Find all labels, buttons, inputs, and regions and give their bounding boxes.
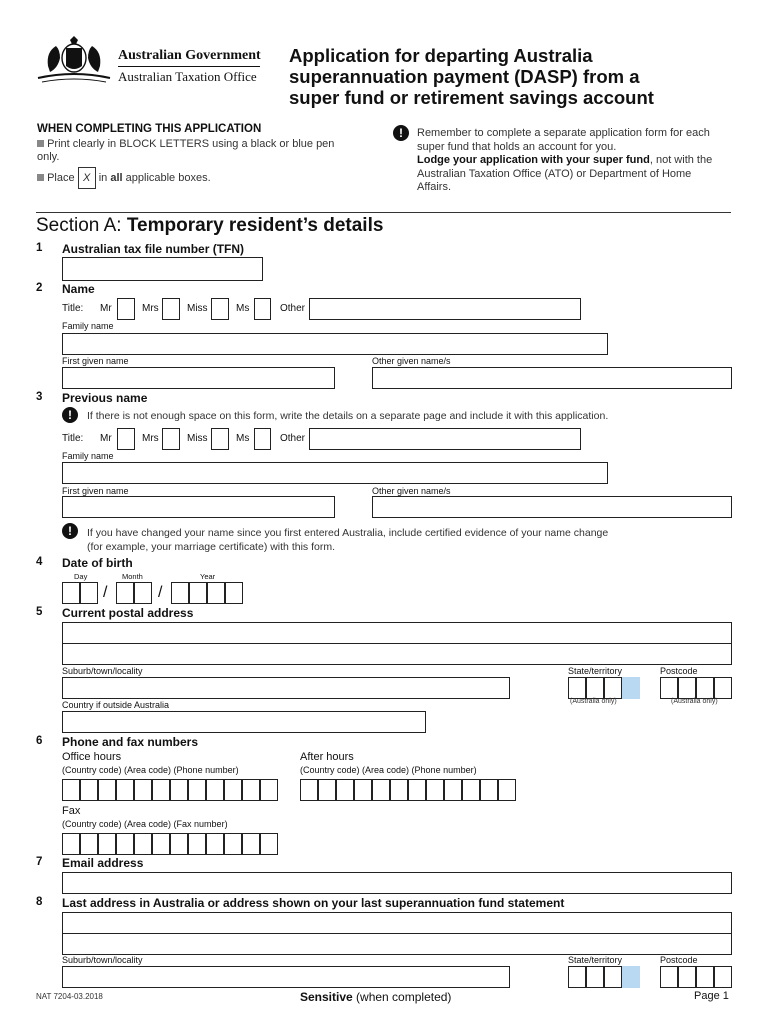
prev-title-ms-checkbox[interactable] (254, 428, 271, 450)
office-phone-cell[interactable] (152, 779, 170, 801)
title-mr-checkbox[interactable] (117, 298, 135, 320)
instruction-text-1: Print clearly in BLOCK LETTERS using a black or blue pen only. (37, 138, 335, 163)
dob-year-cell[interactable] (207, 582, 225, 604)
prev-title-mrs-label: Mrs (142, 433, 159, 444)
postal-postcode-label: Postcode (660, 666, 698, 676)
after-hours-phone-cell[interactable] (372, 779, 390, 801)
postal-postcode-cell[interactable] (660, 677, 678, 699)
prev-title-miss-label: Miss (187, 433, 208, 444)
postal-postcode-cell[interactable] (678, 677, 696, 699)
prev-title-other-input[interactable] (309, 428, 581, 450)
family-name-input[interactable] (62, 333, 608, 355)
title-miss-checkbox[interactable] (211, 298, 229, 320)
postal-state-cell[interactable] (568, 677, 586, 699)
dob-day-label: Day (74, 572, 88, 581)
office-phone-cell[interactable] (116, 779, 134, 801)
office-phone-cell[interactable] (80, 779, 98, 801)
dob-year-label: Year (200, 572, 216, 581)
section-prefix: Section A: (36, 215, 127, 236)
dob-year-cell[interactable] (225, 582, 243, 604)
prev-title-mrs-checkbox[interactable] (162, 428, 180, 450)
fax-cell[interactable] (116, 833, 134, 855)
fax-cell[interactable] (152, 833, 170, 855)
last-suburb-label: Suburb/town/locality (62, 955, 143, 965)
section-name: Temporary resident’s details (126, 215, 384, 236)
office-codes-label: (Country code) (Area code) (Phone number) (62, 765, 239, 775)
sensitive-when: (when completed) (352, 990, 452, 1004)
after-hours-phone-cell[interactable] (300, 779, 318, 801)
instruction-item-2 (37, 167, 211, 189)
fax-cell[interactable] (242, 833, 260, 855)
sensitive-label: Sensitive (300, 990, 353, 1004)
dob-separator: / (158, 584, 163, 601)
office-phone-cell[interactable] (98, 779, 116, 801)
prev-first-given-name-label: First given name (62, 486, 129, 496)
last-suburb-input[interactable] (62, 966, 510, 988)
form-title-line1: Application for departing Australia (289, 45, 593, 66)
other-given-names-label: Other given name/s (372, 356, 451, 366)
after-hours-label: After hours (300, 751, 354, 763)
instruction-in: in (98, 171, 108, 184)
office-phone-cell[interactable] (188, 779, 206, 801)
instruction-place: Place (47, 171, 75, 184)
after-hours-phone-cell[interactable] (426, 779, 444, 801)
fax-cell[interactable] (224, 833, 242, 855)
country-input[interactable] (62, 711, 426, 733)
question-number: 8 (36, 896, 43, 908)
after-hours-phone-cell[interactable] (480, 779, 498, 801)
title-ms-label: Ms (236, 303, 250, 314)
fax-cell[interactable] (80, 833, 98, 855)
agency-divider (118, 66, 260, 67)
office-hours-label: Office hours (62, 751, 122, 763)
form-title (289, 45, 654, 108)
fax-cell[interactable] (62, 833, 80, 855)
office-phone-cell[interactable] (62, 779, 80, 801)
after-codes-label: (Country code) (Area code) (Phone number) (300, 765, 477, 775)
email-input[interactable] (62, 872, 732, 894)
prev-family-name-input[interactable] (62, 462, 608, 484)
alert-icon: ! (62, 523, 78, 539)
after-hours-phone-cell[interactable] (444, 779, 462, 801)
last-state-label: State/territory (568, 955, 623, 965)
instruction-note (417, 127, 717, 195)
previous-name-label: Previous name (62, 391, 148, 405)
postal-address-label: Current postal address (62, 606, 194, 620)
title-other-label: Other (280, 303, 306, 314)
page-number: Page 1 (694, 990, 729, 1002)
title-mrs-label: Mrs (142, 303, 159, 314)
fax-codes-label: (Country code) (Area code) (Fax number) (62, 819, 228, 829)
fax-cell[interactable] (134, 833, 152, 855)
postal-address-line2[interactable] (62, 643, 732, 665)
dob-year-cell[interactable] (189, 582, 207, 604)
office-phone-cell[interactable] (170, 779, 188, 801)
name-label: Name (62, 282, 95, 296)
dob-month-label: Month (122, 572, 143, 581)
instruction-item-1 (37, 138, 342, 164)
last-postcode-label: Postcode (660, 955, 698, 965)
last-state-cell[interactable] (604, 966, 622, 988)
last-state-cell-shaded (622, 966, 640, 988)
last-address-line1[interactable] (62, 912, 732, 934)
dob-month-cell[interactable] (116, 582, 134, 604)
name-change-note-line1: If you have changed your name since you first entered Australia, include certified evidence of your name change (87, 527, 609, 539)
prev-title-mr-checkbox[interactable] (117, 428, 135, 450)
office-phone-cell[interactable] (206, 779, 224, 801)
office-phone-cell[interactable] (260, 779, 278, 801)
form-title-line3: super fund or retirement savings account (289, 87, 654, 108)
office-phone-cell[interactable] (134, 779, 152, 801)
postal-suburb-label: Suburb/town/locality (62, 666, 143, 676)
question-number: 2 (36, 282, 43, 294)
family-name-label: Family name (62, 321, 114, 331)
question-number: 6 (36, 735, 43, 747)
name-change-note (87, 526, 608, 554)
form-title-line2: superannuation payment (DASP) from a (289, 66, 640, 87)
after-hours-phone-cell[interactable] (318, 779, 336, 801)
dob-separator: / (103, 584, 108, 601)
instruction-applicable: applicable boxes. (125, 171, 211, 184)
title-mr-label: Mr (100, 303, 112, 314)
prev-other-given-names-label: Other given name/s (372, 486, 451, 496)
fax-cell[interactable] (188, 833, 206, 855)
note-text-2: , not with the Australian Taxation Office (ATO) or Department of Home Affairs. (417, 154, 713, 193)
last-state-cell[interactable] (568, 966, 586, 988)
agency-office: Australian Taxation Office (118, 69, 257, 84)
last-postcode-cell[interactable] (714, 966, 732, 988)
postal-state-label: State/territory (568, 666, 623, 676)
office-phone-cell[interactable] (224, 779, 242, 801)
after-hours-phone-cell[interactable] (390, 779, 408, 801)
fax-cell[interactable] (260, 833, 278, 855)
postal-suburb-input[interactable] (62, 677, 510, 699)
first-given-name-input[interactable] (62, 367, 335, 389)
state-australia-only: (Australia only) (570, 698, 617, 705)
prev-title-mr-label: Mr (100, 433, 112, 444)
fax-cell[interactable] (98, 833, 116, 855)
fax-label: Fax (62, 805, 81, 817)
postal-state-cell[interactable] (586, 677, 604, 699)
after-hours-phone-cell[interactable] (336, 779, 354, 801)
sensitive-notice (300, 990, 451, 1004)
after-hours-phone-cell[interactable] (408, 779, 426, 801)
last-address-label: Last address in Australia or address shown on your last superannuation fund statement (62, 896, 565, 910)
instruction-all: all (110, 171, 123, 184)
section-title (36, 215, 383, 237)
email-label: Email address (62, 856, 144, 870)
form-code: NAT 7204-03.2018 (36, 992, 103, 1001)
title-mrs-checkbox[interactable] (162, 298, 180, 320)
office-phone-cell[interactable] (242, 779, 260, 801)
after-hours-phone-cell[interactable] (498, 779, 516, 801)
note-text-1: Remember to complete a separate application form for each super fund that holds an account for you. (417, 127, 710, 153)
question-number: 3 (36, 391, 43, 403)
last-postcode-cell[interactable] (678, 966, 696, 988)
prev-title-other-label: Other (280, 433, 306, 444)
prev-title-ms-label: Ms (236, 433, 250, 444)
first-given-name-label: First given name (62, 356, 129, 366)
fax-cell[interactable] (206, 833, 224, 855)
last-postcode-cell[interactable] (660, 966, 678, 988)
postal-postcode-cell[interactable] (696, 677, 714, 699)
tfn-label: Australian tax file number (TFN) (62, 242, 245, 256)
country-label: Country if outside Australia (62, 700, 170, 710)
title-miss-label: Miss (187, 303, 208, 314)
prev-title-miss-checkbox[interactable] (211, 428, 229, 450)
phone-fax-label: Phone and fax numbers (62, 735, 199, 749)
last-postcode-cell[interactable] (696, 966, 714, 988)
title-other-input[interactable] (309, 298, 581, 320)
postal-address-line1[interactable] (62, 622, 732, 644)
question-number: 5 (36, 606, 43, 618)
alert-icon: ! (393, 125, 409, 141)
question-number: 1 (36, 242, 43, 254)
title-ms-checkbox[interactable] (254, 298, 271, 320)
name-change-note-line2: (for example, your marriage certificate) with this form. (87, 541, 335, 553)
last-state-cell[interactable] (586, 966, 604, 988)
prev-other-given-names-input[interactable] (372, 496, 732, 518)
note-bold: Lodge your application with your super fund (417, 154, 650, 166)
prev-family-name-label: Family name (62, 451, 114, 461)
section-divider (36, 212, 731, 213)
postal-postcode-cell[interactable] (714, 677, 732, 699)
instructions-heading: WHEN COMPLETING THIS APPLICATION (37, 123, 262, 135)
previous-name-note: If there is not enough space on this form, write the details on a separate page and include it with this application. (87, 410, 609, 422)
after-hours-phone-cell[interactable] (462, 779, 480, 801)
other-given-names-input[interactable] (372, 367, 732, 389)
dob-day-cell[interactable] (62, 582, 80, 604)
agency-name: Australian Government (118, 48, 261, 63)
crest-logo (36, 36, 112, 84)
fax-cell[interactable] (170, 833, 188, 855)
date-of-birth-label: Date of birth (62, 556, 133, 570)
alert-icon: ! (62, 407, 78, 423)
after-hours-phone-cell[interactable] (354, 779, 372, 801)
dob-year-cell[interactable] (171, 582, 189, 604)
postal-state-cell-shaded (622, 677, 640, 699)
postcode-australia-only: (Australia only) (671, 698, 718, 705)
prev-first-given-name-input[interactable] (62, 496, 335, 518)
question-number: 4 (36, 556, 43, 568)
bullet-icon (37, 140, 44, 147)
bullet-icon (37, 174, 44, 181)
x-mark-example: X (78, 167, 96, 189)
dob-day-cell[interactable] (80, 582, 98, 604)
title-label: Title: (62, 303, 84, 314)
last-address-line2[interactable] (62, 933, 732, 955)
postal-state-cell[interactable] (604, 677, 622, 699)
prev-title-label: Title: (62, 433, 84, 444)
question-number: 7 (36, 856, 43, 868)
tfn-input[interactable] (62, 257, 263, 281)
dob-month-cell[interactable] (134, 582, 152, 604)
